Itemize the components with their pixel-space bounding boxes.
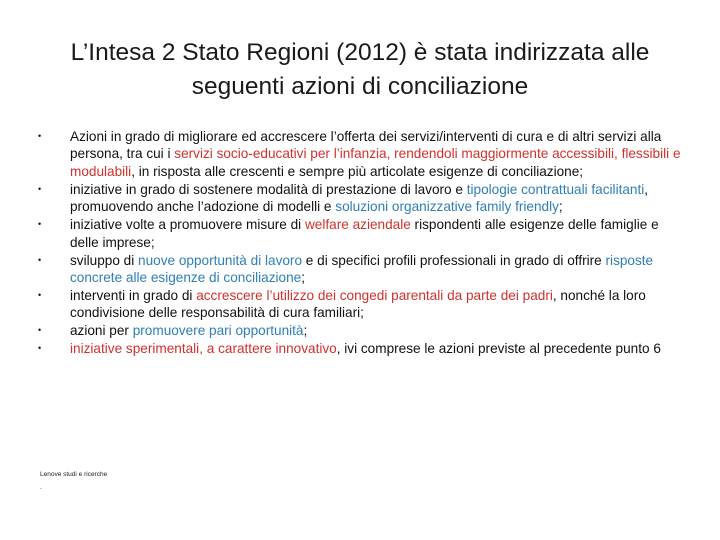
bullet-item — [38, 287, 688, 322]
bullet-item — [38, 322, 688, 339]
bullet-text: ; — [301, 270, 306, 286]
bullet-marker: • — [38, 343, 42, 354]
bullet-marker: • — [38, 131, 42, 141]
bullet-marker: • — [38, 290, 42, 301]
slide-title-line-1: L’Intesa 2 Stato Regioni (2012) è stata indirizzata alle — [70, 39, 650, 66]
bullet-text: , nonché la loro condivisione delle responsabilità di cura familiari; — [70, 288, 646, 321]
bullet-text: ; — [558, 199, 563, 215]
bullet-text: , in risposta alle crescenti e sempre più articolate esigenze di conciliazione; — [131, 163, 584, 179]
bullet-text: rispondenti alle esigenze delle famiglie e delle imprese; — [70, 217, 659, 250]
slide-title-line-2: seguenti azioni di conciliazione — [191, 73, 529, 100]
highlighted-text: iniziative sperimentali, a carattere innovativo — [70, 341, 337, 357]
bullet-item — [38, 181, 688, 216]
slide-title — [40, 36, 680, 104]
bullet-item — [38, 340, 688, 357]
highlighted-text: accrescere l’utilizzo dei congedi parentali da parte dei padri — [196, 288, 553, 304]
footer-note: Lenove studi e ricerche — [40, 471, 108, 478]
bullet-text: iniziative volte a promuovere misure di — [70, 217, 305, 233]
highlighted-text: tipologie contrattuali facilitanti — [466, 181, 645, 197]
bullet-text: azioni per — [70, 323, 133, 339]
bullet-text: , promuovendo anche l’adozione di modelli e — [70, 181, 649, 215]
bullet-marker: • — [38, 254, 42, 265]
bullet-marker: • — [38, 183, 42, 194]
highlighted-text: soluzioni organizzative family friendly — [335, 199, 559, 215]
footer-dot: . — [40, 484, 42, 491]
bullet-text: e di specifici profili professionali in grado di offrire — [302, 252, 606, 268]
bullet-marker: • — [38, 219, 42, 230]
bullet-text: , ivi comprese le azioni previste al precedente punto 6 — [336, 341, 661, 357]
bullet-text: interventi in grado di — [70, 288, 197, 304]
highlighted-text: welfare aziendale — [304, 217, 411, 233]
bullet-item — [38, 252, 688, 287]
highlighted-text: promuovere pari opportunità — [132, 323, 304, 339]
highlighted-text: risposte concrete alle esigenze di conciliazione — [70, 252, 654, 286]
bullet-text: ; — [303, 323, 308, 339]
bullet-text: Azioni in grado di migliorare ed accrescere l’offerta dei servizi/interventi di cura e di altri servizi alla persona, tra cui i — [70, 129, 662, 162]
bullet-item — [38, 216, 688, 251]
bullet-list — [38, 128, 688, 358]
bullet-item — [38, 128, 688, 180]
bullet-text: sviluppo di — [70, 252, 139, 268]
highlighted-text: servizi socio-educativi per l’infanzia, rendendoli maggiormente accessibili, flessibili e modulabili — [70, 146, 681, 179]
highlighted-text: nuove opportunità di lavoro — [138, 252, 303, 268]
bullet-text: iniziative in grado di sostenere modalità di prestazione di lavoro e — [70, 181, 467, 197]
bullet-marker: • — [38, 325, 42, 336]
